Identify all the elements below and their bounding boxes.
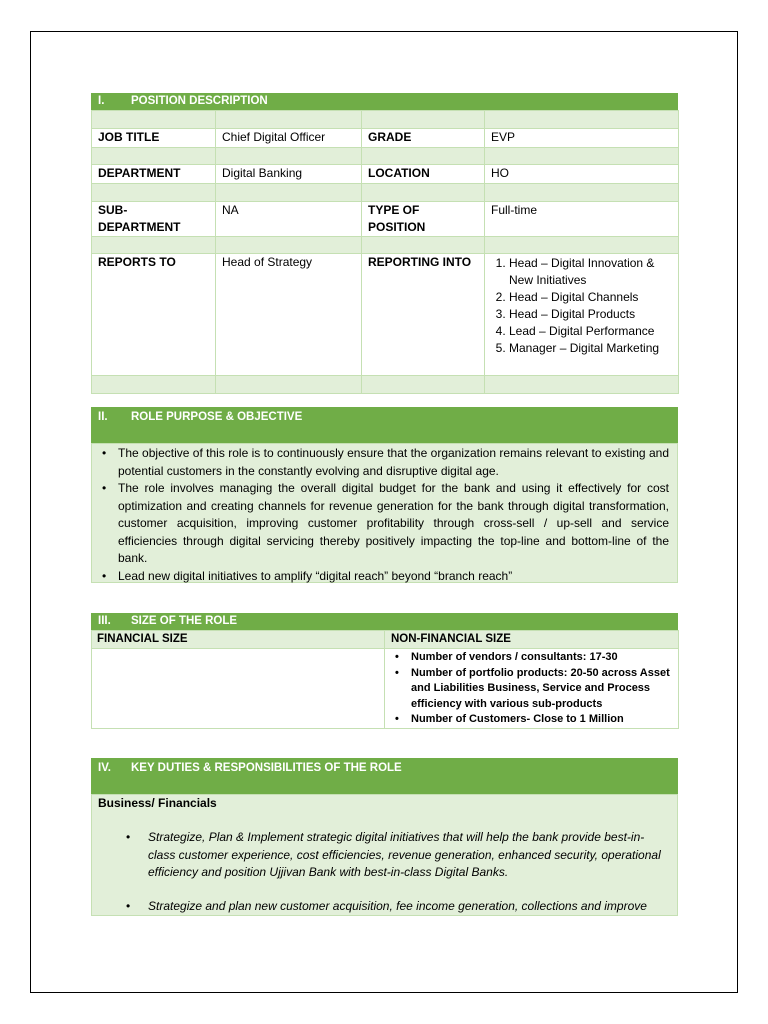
section-header-role-purpose (91, 407, 678, 443)
sub-department-label: SUB-DEPARTMENT (92, 202, 216, 237)
section-title: KEY DUTIES & RESPONSIBILITIES OF THE ROLE (131, 762, 402, 774)
business-financials-heading: Business/ Financials (98, 796, 217, 810)
non-financial-item: • Number of Customers- Close to 1 Million (385, 712, 674, 728)
reporting-into-item: 5. Manager – Digital Marketing (509, 340, 672, 357)
role-purpose-box (91, 443, 678, 583)
position-table (91, 110, 679, 394)
section-number: III. (98, 615, 111, 627)
section-header-position-description (91, 93, 678, 110)
section-number: I. (98, 95, 105, 107)
grade-label: GRADE (362, 129, 485, 148)
location-label: LOCATION (362, 165, 485, 184)
department-label: DEPARTMENT (92, 165, 216, 184)
location-value: HO (485, 165, 679, 184)
key-duties-list (98, 829, 661, 915)
sub-department-value: NA (216, 202, 362, 237)
financial-size-label: FINANCIAL SIZE (92, 631, 385, 649)
reports-to-value: Head of Strategy (216, 254, 362, 376)
section-title: POSITION DESCRIPTION (131, 95, 268, 107)
section-number: IV. (98, 762, 112, 774)
duty-item: • Strategize, Plan & Implement strategic digital initiatives that will help the bank provide best-in-class customer experience, cost efficiencies, revenue generation, enhanced security, operational efficiency and position Ujjivan Bank with best-in-class Digital Banks. (126, 830, 661, 879)
role-purpose-bullet: • The role involves managing the overall digital budget for the bank and using it effectively for cost optimization and creating channels for revenue generation for the bank through digital transformation, customer acquisition, improving customer profitability through cross-sell / up-sell and service efficiencies through digital servicing thereby positively impacting the top-line and bottom-line of the bank. (102, 481, 669, 565)
size-table (91, 630, 679, 729)
reporting-into-cell (485, 254, 679, 376)
reporting-into-item: 2. Head – Digital Channels (509, 289, 672, 306)
reporting-into-item: 3. Head – Digital Products (509, 306, 672, 323)
duty-item: • Strategize and plan new customer acquisition, fee income generation, collections and improve (98, 898, 661, 916)
bullet-icon: • (395, 713, 399, 725)
non-financial-size-label: NON-FINANCIAL SIZE (385, 631, 679, 649)
bullet-icon: • (395, 666, 399, 679)
section-number: II. (98, 411, 108, 423)
bullet-icon: • (126, 830, 131, 844)
job-title-value: Chief Digital Officer (216, 129, 362, 148)
bullet-icon: • (102, 568, 107, 583)
role-purpose-bullet: • The objective of this role is to continuously ensure that the organization remains relevant to existing and potential customers in the constantly evolving and disruptive digital age. (102, 446, 669, 478)
non-financial-list (385, 650, 674, 728)
bullet-icon: • (102, 446, 107, 460)
role-purpose-list (96, 445, 669, 585)
reports-to-label: REPORTS TO (92, 254, 216, 376)
role-purpose-bullet: • Lead new digital initiatives to amplify “digital reach” beyond “branch reach” (96, 568, 669, 586)
type-of-position-label: TYPE OF POSITION (362, 202, 485, 237)
reporting-into-item: 1. Head – Digital Innovation & New Initiatives (509, 255, 672, 289)
reporting-into-item: 4. Lead – Digital Performance (509, 323, 672, 340)
section-title: SIZE OF THE ROLE (131, 615, 238, 627)
key-duties-box (91, 794, 678, 916)
bullet-icon: • (395, 651, 399, 663)
grade-value: EVP (485, 129, 679, 148)
reporting-into-list (491, 255, 672, 357)
type-of-position-value: Full-time (485, 202, 679, 237)
bullet-icon: • (102, 481, 107, 495)
department-value: Digital Banking (216, 165, 362, 184)
job-title-label: JOB TITLE (92, 129, 216, 148)
bullet-icon: • (126, 898, 131, 913)
non-financial-item: • Number of portfolio products: 20-50 across Asset and Liabilities Business, Service and Process efficiency with various sub-products (395, 666, 670, 710)
non-financial-size-cell (385, 649, 679, 729)
section-header-size-of-role (91, 613, 678, 630)
financial-size-value (92, 649, 385, 729)
section-title: ROLE PURPOSE & OBJECTIVE (131, 411, 303, 423)
non-financial-item: • Number of vendors / consultants: 17-30 (385, 650, 674, 666)
reporting-into-label: REPORTING INTO (362, 254, 485, 376)
section-header-key-duties (91, 758, 678, 794)
